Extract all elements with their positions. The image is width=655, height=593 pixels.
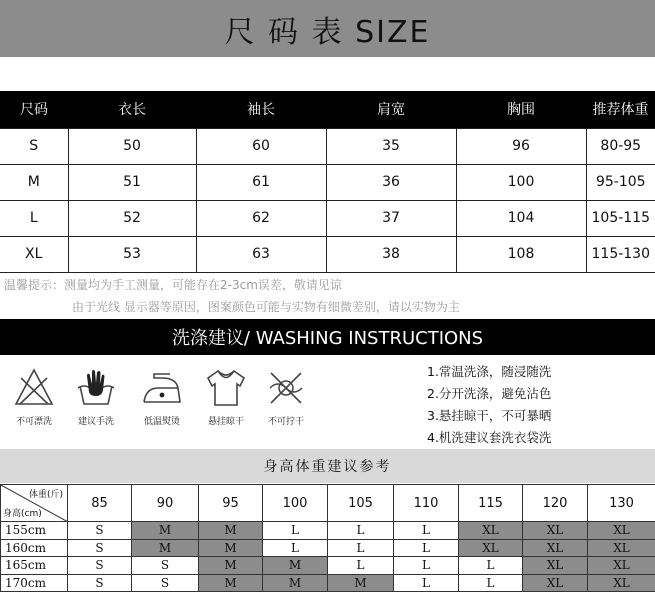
size-cell: L xyxy=(263,522,328,540)
care-label: 建议手洗 xyxy=(77,417,114,427)
care-item xyxy=(132,366,192,427)
table-row xyxy=(0,200,655,236)
size-cell: L xyxy=(394,522,459,540)
hang-dry-icon xyxy=(202,366,250,410)
size-table-header xyxy=(0,91,655,128)
list-item: 2.分开洗涤，避免沾色 xyxy=(427,386,552,401)
table-row xyxy=(0,164,655,200)
table-row xyxy=(1,574,655,592)
size-cell: XL xyxy=(523,539,588,557)
height-label: 160cm xyxy=(1,539,68,557)
table-cell: 50 xyxy=(68,128,196,164)
care-item xyxy=(256,366,316,427)
size-cell: XL xyxy=(588,539,655,557)
hand-wash-icon xyxy=(74,366,118,410)
size-cell: S xyxy=(68,539,132,557)
table-cell: 80-95 xyxy=(586,128,655,164)
size-cell: L xyxy=(263,539,328,557)
weight-header: 105 xyxy=(328,485,394,522)
table-cell: S xyxy=(0,128,68,164)
low-iron-icon xyxy=(138,366,186,410)
page-title: 尺 码 表 SIZE xyxy=(224,14,431,50)
list-item: 1.常温洗涤，随浸随洗 xyxy=(427,364,552,379)
table-cell: 36 xyxy=(326,164,456,200)
size-cell: L xyxy=(459,557,523,575)
size-cell: L xyxy=(394,539,459,557)
size-cell: M xyxy=(199,539,263,557)
measurement-notes xyxy=(4,274,460,318)
reference-title xyxy=(0,449,655,483)
size-cell: XL xyxy=(523,522,588,540)
size-cell: XL xyxy=(459,522,523,540)
table-cell: 52 xyxy=(68,200,196,236)
list-item: 4.机洗建议套洗衣袋洗 xyxy=(427,430,552,445)
list-item: 3.悬挂晾干，不可暴晒 xyxy=(427,408,552,423)
table-cell: 108 xyxy=(456,236,586,272)
header-weight: 推荐体重 xyxy=(586,91,655,128)
weight-header: 130 xyxy=(588,485,655,522)
size-cell: M xyxy=(199,522,263,540)
corner-height-label: 身高(cm) xyxy=(3,509,42,519)
table-row xyxy=(1,539,655,557)
table-row xyxy=(1,557,655,575)
corner-cell xyxy=(1,485,68,522)
table-cell: XL xyxy=(0,236,68,272)
care-item xyxy=(66,366,126,427)
table-cell: 35 xyxy=(326,128,456,164)
table-cell: 100 xyxy=(456,164,586,200)
corner-weight-label: 体重(斤) xyxy=(28,490,63,500)
size-cell: XL xyxy=(523,574,588,592)
table-cell: 115-130 xyxy=(586,236,655,272)
header-shoulder: 肩宽 xyxy=(326,91,456,128)
weight-header: 110 xyxy=(394,485,459,522)
washing-title-text: 洗涤建议/ WASHING INSTRUCTIONS xyxy=(171,328,484,349)
height-label: 155cm xyxy=(1,522,68,540)
reference-header xyxy=(1,485,655,522)
care-label: 不可拧干 xyxy=(267,417,304,427)
table-cell: L xyxy=(0,200,68,236)
size-cell: XL xyxy=(588,574,655,592)
size-cell: L xyxy=(328,539,394,557)
table-cell: 105-115 xyxy=(586,200,655,236)
table-cell: 96 xyxy=(456,128,586,164)
table-cell: M xyxy=(0,164,68,200)
table-row xyxy=(1,522,655,540)
care-icons xyxy=(0,360,330,445)
size-cell: S xyxy=(68,522,132,540)
size-cell: M xyxy=(132,539,199,557)
note-color: 由于光线 显示器等原因，图案颜色可能与实物有细微差别，请以实物为主 xyxy=(72,300,460,314)
header-size: 尺码 xyxy=(0,91,68,128)
height-label: 165cm xyxy=(1,557,68,575)
weight-header: 115 xyxy=(459,485,523,522)
size-cell: S xyxy=(132,574,199,592)
care-item xyxy=(4,366,64,427)
table-row xyxy=(0,128,655,164)
size-cell: L xyxy=(328,522,394,540)
table-cell: 61 xyxy=(196,164,326,200)
care-item xyxy=(196,366,256,427)
table-cell: 53 xyxy=(68,236,196,272)
weight-header: 95 xyxy=(199,485,263,522)
table-cell: 62 xyxy=(196,200,326,236)
table-row xyxy=(0,236,655,272)
note-measurement: 温馨提示：测量均为手工测量，可能存在2-3cm误差，敬请见谅 xyxy=(4,278,342,292)
washing-title xyxy=(0,319,655,355)
weight-header: 100 xyxy=(263,485,328,522)
header-sleeve: 袖长 xyxy=(196,91,326,128)
table-cell: 63 xyxy=(196,236,326,272)
weight-header: 85 xyxy=(68,485,132,522)
size-cell: M xyxy=(199,574,263,592)
washing-instructions xyxy=(427,361,551,449)
size-table xyxy=(0,91,655,273)
no-wring-icon xyxy=(264,366,308,410)
size-cell: M xyxy=(132,522,199,540)
no-bleach-icon xyxy=(12,366,56,410)
table-cell: 38 xyxy=(326,236,456,272)
table-cell: 60 xyxy=(196,128,326,164)
size-cell: XL xyxy=(588,522,655,540)
care-label: 低温熨烫 xyxy=(143,417,180,427)
table-cell: 37 xyxy=(326,200,456,236)
size-cell: XL xyxy=(459,539,523,557)
size-cell: XL xyxy=(523,557,588,575)
table-cell: 104 xyxy=(456,200,586,236)
height-weight-table xyxy=(0,484,655,592)
weight-header: 120 xyxy=(523,485,588,522)
size-cell: M xyxy=(199,557,263,575)
weight-header: 90 xyxy=(132,485,199,522)
size-cell: XL xyxy=(588,557,655,575)
size-cell: S xyxy=(68,557,132,575)
size-cell: M xyxy=(263,557,328,575)
header-chest: 胸围 xyxy=(456,91,586,128)
size-cell: L xyxy=(394,574,459,592)
reference-title-text: 身高体重建议参考 xyxy=(263,459,392,475)
size-cell: S xyxy=(68,574,132,592)
title-banner xyxy=(0,0,655,57)
size-cell: L xyxy=(394,557,459,575)
header-length: 衣长 xyxy=(68,91,196,128)
table-cell: 95-105 xyxy=(586,164,655,200)
size-cell: M xyxy=(328,574,394,592)
size-cell: M xyxy=(263,574,328,592)
height-label: 170cm xyxy=(1,574,68,592)
size-cell: L xyxy=(459,574,523,592)
care-label: 不可漂洗 xyxy=(15,417,52,427)
size-cell: L xyxy=(328,557,394,575)
care-label: 悬挂晾干 xyxy=(207,417,244,427)
size-cell: S xyxy=(132,557,199,575)
table-cell: 51 xyxy=(68,164,196,200)
